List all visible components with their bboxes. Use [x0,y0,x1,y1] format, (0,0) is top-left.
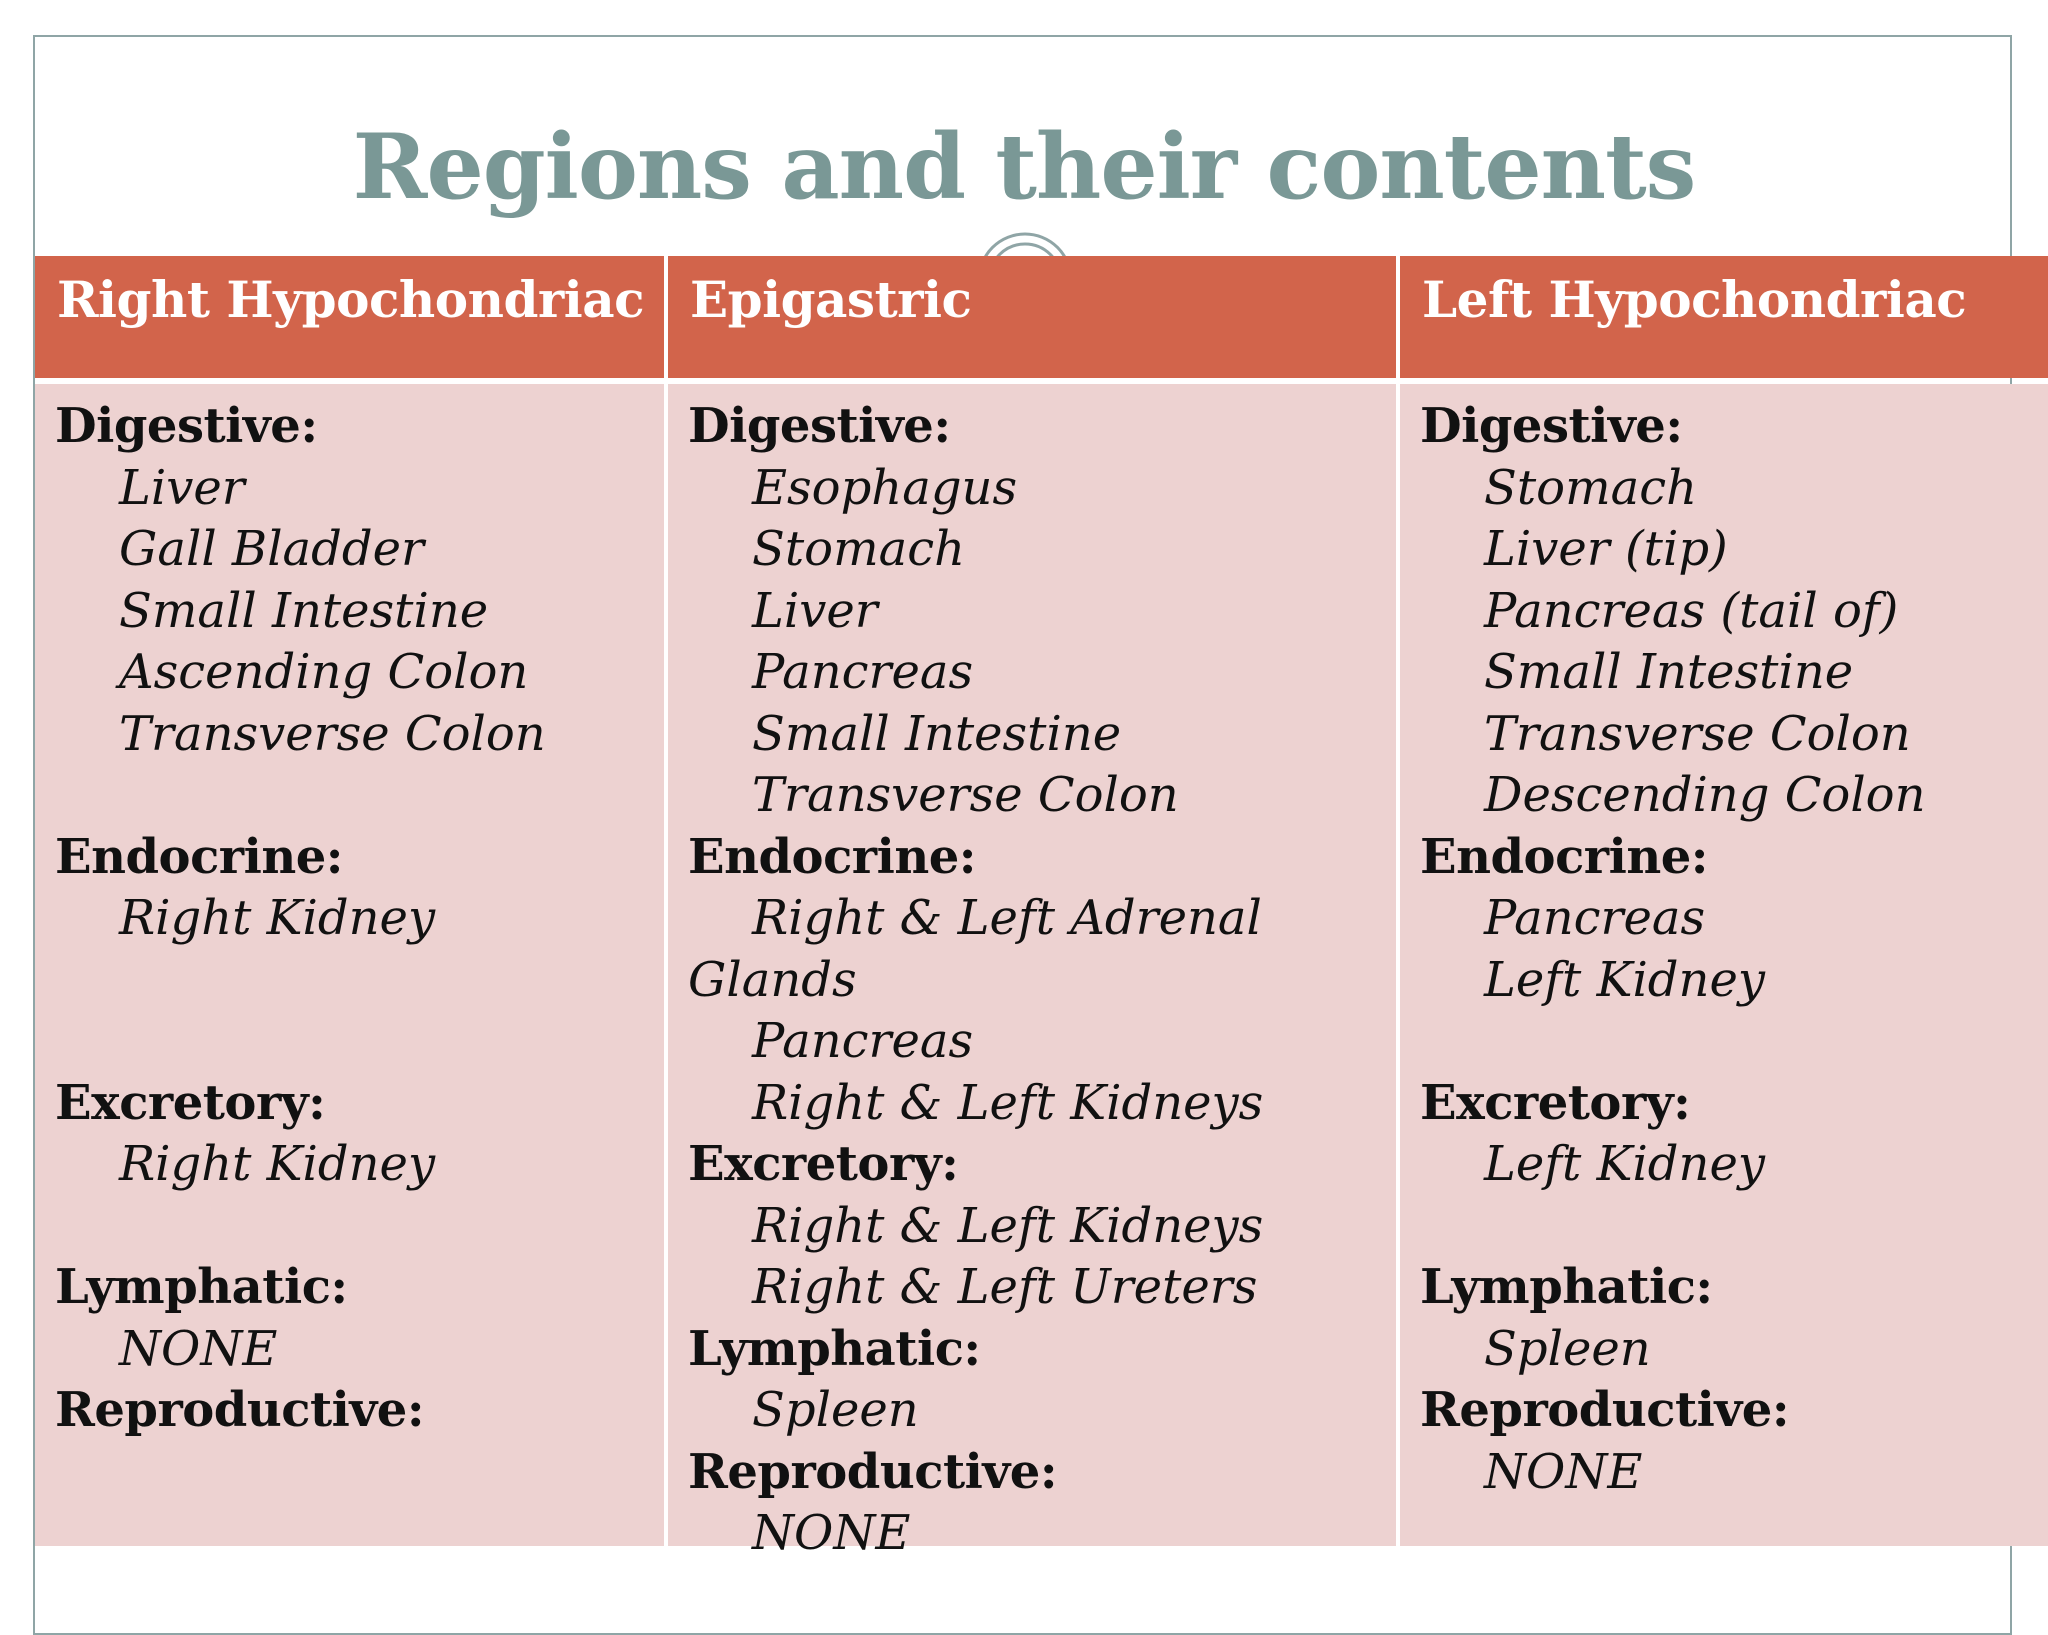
list-item: Small Intestine [752,705,1122,762]
category-label: Endocrine: [1420,828,1708,885]
list-item: Ascending Colon [119,644,529,700]
category-label: Lymphatic: [55,1259,348,1315]
list-item: Spleen [1484,1320,1651,1377]
category-label: Excretory: [688,1136,959,1192]
list-item: Left Kidney [1484,1136,1765,1192]
column-header: Right Hypochondriac [35,256,664,378]
list-item: Pancreas [752,1013,974,1069]
list-item: NONE [752,1505,911,1561]
category-label: Digestive: [1420,398,1683,454]
list-item: Liver [119,459,245,516]
list-item: Right Kidney [119,1136,436,1192]
list-item: Transverse Colon [1484,705,1911,762]
list-item: Right & Left Kidneys [752,1074,1264,1131]
list-item-continuation: Glands [688,951,857,1008]
column-body [1400,384,2048,1546]
list-item: Small Intestine [1484,644,1854,700]
spacer [55,1011,664,1073]
list-item: Right & Left Kidneys [752,1197,1264,1254]
list-item: Right & Left Ureters [752,1259,1258,1315]
category-label: Excretory: [1420,1074,1691,1131]
list-item: Right Kidney [119,890,436,946]
spacer [55,950,664,1012]
category-label: Reproductive: [1420,1382,1790,1438]
list-item: Liver (tip) [1484,521,1728,577]
list-item: Pancreas [752,644,974,700]
spacer [1420,1196,2048,1258]
slide-title: Regions and their contents [352,114,1696,220]
list-item: Esophagus [752,459,1018,516]
list-item: Left Kidney [1484,951,1765,1008]
spacer [1420,1011,2048,1073]
list-item: Stomach [752,521,965,577]
list-item: Spleen [752,1382,919,1438]
column-left-hypochondriac [1400,256,2048,1546]
column-body [668,384,1396,1561]
spacer [55,1196,664,1258]
column-header: Left Hypochondriac [1400,256,2048,378]
column-right-hypochondriac [35,256,664,1546]
spacer [55,765,664,827]
list-item: Stomach [1484,459,1697,516]
list-item: Pancreas [1484,890,1706,946]
list-item: Pancreas (tail of) [1484,582,1899,639]
category-label: Lymphatic: [688,1320,981,1377]
column-body [35,384,664,1546]
category-label: Digestive: [688,398,951,454]
category-label: Lymphatic: [1420,1259,1713,1315]
list-item: Liver [752,582,878,639]
list-item: Gall Bladder [119,521,424,577]
list-item: NONE [119,1320,278,1377]
column-epigastric [668,256,1396,1561]
list-item: Transverse Colon [752,767,1179,823]
category-label: Reproductive: [688,1443,1058,1500]
category-label: Endocrine: [55,828,343,885]
regions-table [35,256,2048,1561]
category-label: Excretory: [55,1074,326,1131]
category-label: Reproductive: [55,1382,425,1438]
category-label: Endocrine: [688,828,976,885]
list-item: Right & Left Adrenal [752,890,1262,946]
list-item: Small Intestine [119,582,489,639]
list-item: NONE [1484,1443,1643,1500]
column-header: Epigastric [668,256,1396,378]
list-item: Descending Colon [1484,767,1926,823]
list-item: Transverse Colon [119,705,546,762]
category-label: Digestive: [55,398,318,454]
